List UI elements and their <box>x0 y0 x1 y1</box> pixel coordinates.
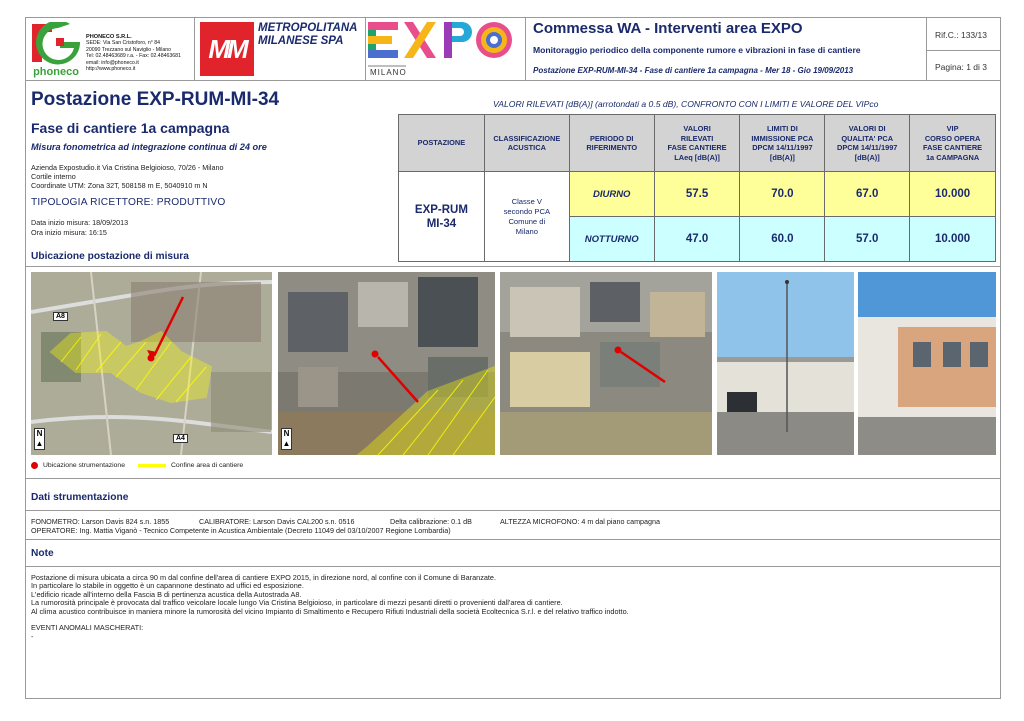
table-header-row <box>399 115 996 172</box>
note-line: Postazione di misura ubicata a circa 90 m dal confine dell'area di cantiere EXPO 2015, in direzione nord, al confine con il Comune di Baranzate. <box>31 573 497 582</box>
company-web[interactable]: http://www.phoneco.it <box>86 66 136 73</box>
data-inizio: Data inizio misura: 18/09/2013 <box>31 218 129 227</box>
header-divider <box>194 17 195 81</box>
classificazione-text: Milano <box>515 226 538 236</box>
section-divider <box>25 539 1001 540</box>
tipologia-ricettore: TIPOLOGIA RICETTORE: PRODUTTIVO <box>31 197 226 208</box>
marker-dot-icon <box>31 462 38 469</box>
classificazione-text: secondo PCA <box>503 206 551 216</box>
valori-note: VALORI RILEVATI [dB(A)] (arrotondati a 0.5 dB), CONFRONTO CON I LIMITI E VALORE DEL VIPco <box>493 99 879 109</box>
limiti-diurno: 70.0 <box>740 172 825 217</box>
north-arrow-glyph: ▲ <box>35 439 44 448</box>
legend-confine <box>138 462 243 469</box>
delta-calibrazione: Delta calibrazione: 0.1 dB <box>390 517 472 526</box>
header-vip <box>910 115 996 172</box>
site-photo-2-image <box>858 272 996 455</box>
postazione-text: MI-34 <box>426 217 457 230</box>
header-text: FASE CANTIERE <box>667 143 727 152</box>
header-divider <box>926 50 1001 51</box>
north-arrow-icon <box>281 428 292 450</box>
company-name: PHONECO S.R.L. <box>86 34 132 40</box>
altezza-microfono: ALTEZZA MICROFONO: 4 m dal piano campagna <box>500 517 661 526</box>
company-address: SEDE: Via San Cristoforo, n° 84 <box>86 40 161 47</box>
misura-subtitle: Misura fonometrica ad integrazione continua di 24 ore <box>31 142 267 152</box>
mm-name-line1: METROPOLITANA <box>258 22 358 34</box>
fase-title: Fase di cantiere 1a campagna <box>31 120 230 136</box>
periodo-diurno: DIURNO <box>569 172 654 217</box>
header-text: VALORI DI <box>848 124 886 133</box>
note-title: Note <box>31 548 54 559</box>
note-line: In particolare lo stabile in oggetto è un capannone destinato ad uffici ed esposizione. <box>31 581 304 591</box>
limiti-notturno: 60.0 <box>740 217 825 262</box>
azienda-line: Azienda Expostudio.it Via Cristina Belgioioso, 70/26 - Milano <box>31 163 224 172</box>
legend-label: Confine area di cantiere <box>171 462 244 469</box>
header-text: [dB(A)] <box>769 152 795 162</box>
header-text: VIP <box>946 124 959 133</box>
section-divider <box>25 510 1001 511</box>
company-phone: Tel: 02.48463689 r.a. - Fax: 02.48463681 <box>86 53 181 60</box>
site-photo-1-image <box>717 272 854 455</box>
qualita-diurno: 67.0 <box>825 172 910 217</box>
location-map <box>31 272 272 455</box>
cortile-line: Cortile interno <box>31 172 76 181</box>
site-photo-1 <box>717 272 854 455</box>
postazione-subtitle: Postazione EXP-RUM-MI-34 - Fase di cantiere 1a campagna - Mer 18 - Gio 19/09/2013 <box>533 66 854 75</box>
north-arrow-glyph: ▲ <box>282 439 291 448</box>
header-text: PERIODO DI <box>589 133 634 143</box>
ora-inizio: Ora inizio misura: 16:15 <box>31 228 107 237</box>
page-number: Pagina: 1 di 3 <box>935 62 987 72</box>
classificazione-text: Comune di <box>508 216 546 226</box>
note-line: L'edificio ricade all'interno della Fascia B di pertinenza acustica della Autostrada A8. <box>31 589 302 599</box>
note-line: EVENTI ANOMALI MASCHERATI: <box>31 623 144 633</box>
header-text: 1a CAMPAGNA <box>925 152 980 162</box>
valori-notturno: 47.0 <box>654 217 740 262</box>
header-classificazione <box>484 115 569 172</box>
legend-label: Ubicazione strumentazione <box>43 462 125 469</box>
rif-code: Rif.C.: 133/13 <box>935 30 987 40</box>
vip-notturno: 10.000 <box>910 217 996 262</box>
table-row <box>399 172 996 217</box>
company-email[interactable]: email: info@phoneco.it <box>86 59 139 66</box>
valori-diurno: 57.5 <box>654 172 740 217</box>
phoneco-logo <box>30 22 82 78</box>
header-text: DPCM 14/11/1997 <box>752 143 813 152</box>
aerial-photo <box>278 272 495 455</box>
header-text: POSTAZIONE <box>417 138 466 148</box>
header-qualita <box>825 115 910 172</box>
header-text: RILEVATI <box>680 133 714 143</box>
a8-road-label: A8 <box>53 312 68 321</box>
north-label: N <box>283 429 290 438</box>
calibratore: CALIBRATORE: Larson Davis CAL200 s.n. 0516 <box>199 517 355 526</box>
vip-diurno: 10.000 <box>910 172 996 217</box>
expo-city: MILANO <box>370 68 407 77</box>
classificazione-text: Classe V <box>511 196 542 206</box>
north-arrow-icon <box>34 428 45 450</box>
note-line: - <box>31 631 34 641</box>
page-title: Postazione EXP-RUM-MI-34 <box>31 89 280 110</box>
north-label: N <box>36 429 43 438</box>
section-divider <box>25 566 1001 567</box>
section-divider <box>25 478 1001 479</box>
mm-company-name <box>258 22 357 48</box>
header-text: ACUSTICA <box>507 143 546 152</box>
header-periodo <box>569 115 654 172</box>
postazione-cell <box>399 172 485 262</box>
header-text: LIMITI DI <box>766 124 798 133</box>
header-text: FASE CANTIERE <box>922 143 983 152</box>
oblique-photo <box>500 272 712 455</box>
header-text: IMMISSIONE PCA <box>751 133 814 143</box>
header-limiti <box>740 115 825 172</box>
mm-name-line2: MILANESE SPA <box>258 35 344 47</box>
header-text: CLASSIFICAZIONE <box>493 133 561 143</box>
header-valori <box>654 115 740 172</box>
note-body <box>31 574 991 641</box>
commessa-title: Commessa WA - Interventi area EXPO <box>533 20 803 37</box>
map-image <box>31 272 272 455</box>
header-text: CORSO OPERA <box>924 133 981 143</box>
header-divider <box>525 17 526 81</box>
qualita-notturno: 57.0 <box>825 217 910 262</box>
mm-logo: MM <box>200 22 254 76</box>
phoneco-logo-text: phoneco <box>33 66 79 78</box>
header-text: DPCM 14/11/1997 <box>837 143 898 152</box>
company-city: 20090 Trezzano sul Naviglio - Milano <box>86 46 172 53</box>
fonometro: FONOMETRO: Larson Davis 824 s.n. 1855 <box>31 517 170 526</box>
monitoraggio-title: Monitoraggio periodico della componente rumore e vibrazioni in fase di cantiere <box>533 45 861 55</box>
aerial-image <box>278 272 495 455</box>
header-postazione <box>399 115 485 172</box>
header-text: VALORI <box>683 124 711 133</box>
header-text: QUALITA' PCA <box>841 133 894 143</box>
boundary-line-icon <box>138 464 166 467</box>
operatore: OPERATORE: Ing. Mattia Viganò - Tecnico Competente in Acustica Ambientale (Decreto 11049 del 03/10/2007 Regione Lombardia) <box>31 526 451 535</box>
a4-road-label: A4 <box>173 434 188 443</box>
note-line: Al clima acustico contribuisce in maniera minore la rumorosità del vicino Impianto di Smaltimento e Recupero Rifiuti Industriali della società Ecoltecnica S.r.l. e del relativo traffico indotto. <box>31 606 629 616</box>
coordinate-line: Coordinate UTM: Zona 32T, 508158 m E, 5040910 m N <box>31 181 208 190</box>
strumentazione-title: Dati strumentazione <box>31 492 129 503</box>
classificazione-cell <box>484 172 569 262</box>
postazione-text: EXP-RUM <box>414 203 468 216</box>
section-divider <box>25 266 1001 267</box>
company-info <box>86 34 194 72</box>
site-photo-2 <box>858 272 996 455</box>
header-text: [dB(A)] <box>854 152 880 162</box>
header-text: LAeq [dB(A)] <box>674 152 720 162</box>
ubicazione-title: Ubicazione postazione di misura <box>31 251 189 262</box>
header-divider <box>926 17 927 81</box>
note-spacer <box>31 616 991 624</box>
results-table <box>398 114 996 262</box>
periodo-notturno: NOTTURNO <box>569 217 654 262</box>
header-text: RIFERIMENTO <box>586 143 638 152</box>
legend-strumentazione <box>31 462 125 469</box>
oblique-image <box>500 272 712 455</box>
note-line: La rumorosità principale è provocata dal traffico veicolare locale lungo Via Cristina Belgioioso, in particolare di mezzi pesanti diretti o provenienti dall'area di cantiere. <box>31 598 563 608</box>
